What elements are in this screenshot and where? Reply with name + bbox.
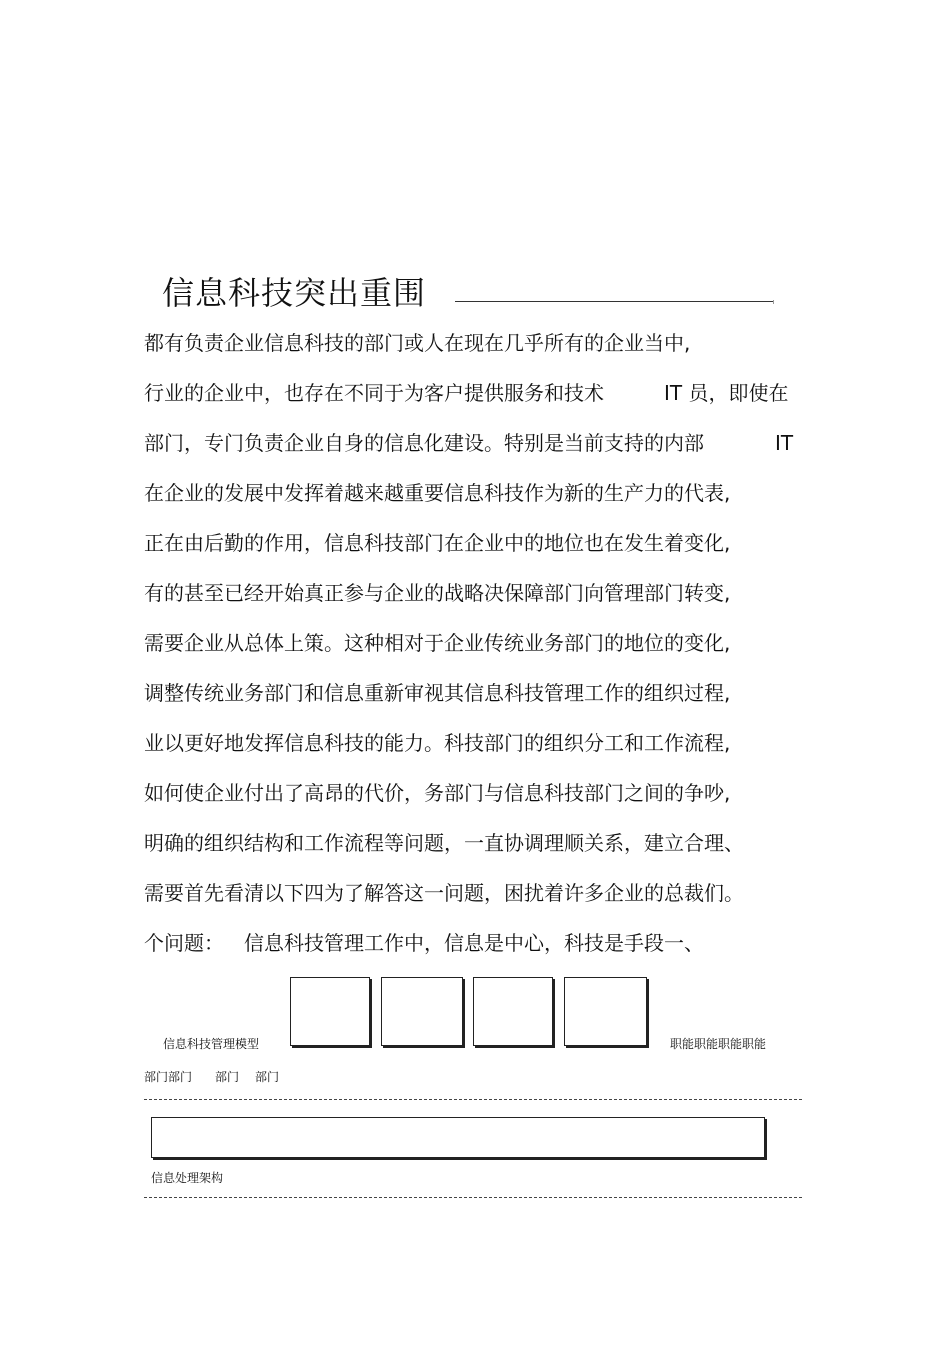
model-label: 信息科技管理模型 <box>163 1037 260 1051</box>
text-line <box>144 425 824 475</box>
text-segment: 如何使企业付出了高昂的代价，务部门与信息科技部门之间的争吵, <box>144 781 731 805</box>
text-line <box>144 325 824 375</box>
text-segment: 业以更好地发挥信息科技的能力。科技部门的组织分工和工作流程, <box>144 731 731 755</box>
function-box-4 <box>564 977 647 1046</box>
department-label: 部门 <box>215 1070 240 1084</box>
text-line <box>144 875 824 925</box>
text-segment: 需要企业从总体上策。这种相对于企业传统业务部门的地位的变化, <box>144 631 731 655</box>
architecture-box <box>151 1117 765 1158</box>
text-line <box>144 625 824 675</box>
text-segment: IT 员，即使在 <box>664 381 789 405</box>
text-segment: 明确的组织结构和工作流程等问题，一直协调理顺关系，建立合理、 <box>144 831 744 855</box>
department-label: 部门 <box>255 1070 280 1084</box>
dashed-divider <box>144 1197 802 1198</box>
function-box-1 <box>290 977 370 1046</box>
text-segment: 需要首先看清以下四为了解答这一问题，困扰着许多企业的总裁们。 <box>144 881 744 905</box>
text-line <box>144 775 824 825</box>
body-paragraph <box>144 325 824 975</box>
text-segment: 信息科技管理工作中，信息是中心，科技是手段一、 <box>244 931 704 955</box>
text-line <box>144 475 824 525</box>
text-line <box>144 825 824 875</box>
text-line <box>144 725 824 775</box>
title-underline <box>455 301 773 302</box>
text-segment: 在企业的发展中发挥着越来越重要信息科技作为新的生产力的代表, <box>144 481 731 505</box>
department-label: 部门部门 <box>144 1070 193 1084</box>
architecture-label: 信息处理架构 <box>151 1171 224 1185</box>
text-segment: IT <box>775 431 794 455</box>
text-line <box>144 675 824 725</box>
text-segment: 正在由后勤的作用，信息科技部门在企业中的地位也在发生着变化, <box>144 531 731 555</box>
text-line <box>144 375 824 425</box>
text-line <box>144 575 824 625</box>
document-title: 信息科技突出重围 <box>162 274 427 312</box>
text-segment: 个问题： <box>144 931 224 955</box>
function-box-2 <box>381 977 463 1046</box>
text-segment: 部门，专门负责企业自身的信息化建设。特别是当前支持的内部 <box>144 431 704 455</box>
text-segment: 有的甚至已经开始真正参与企业的战略决保障部门向管理部门转变, <box>144 581 731 605</box>
function-box-3 <box>473 977 553 1046</box>
functions-label: 职能职能职能职能 <box>670 1037 767 1051</box>
text-segment: 行业的企业中，也存在不同于为客户提供服务和技术 <box>144 381 604 405</box>
text-segment: 调整传统业务部门和信息重新审视其信息科技管理工作的组织过程, <box>144 681 731 705</box>
dashed-divider <box>144 1099 802 1100</box>
text-line <box>144 525 824 575</box>
text-line <box>144 925 824 975</box>
text-segment: 都有负责企业信息科技的部门或人在现在几乎所有的企业当中, <box>144 331 691 355</box>
